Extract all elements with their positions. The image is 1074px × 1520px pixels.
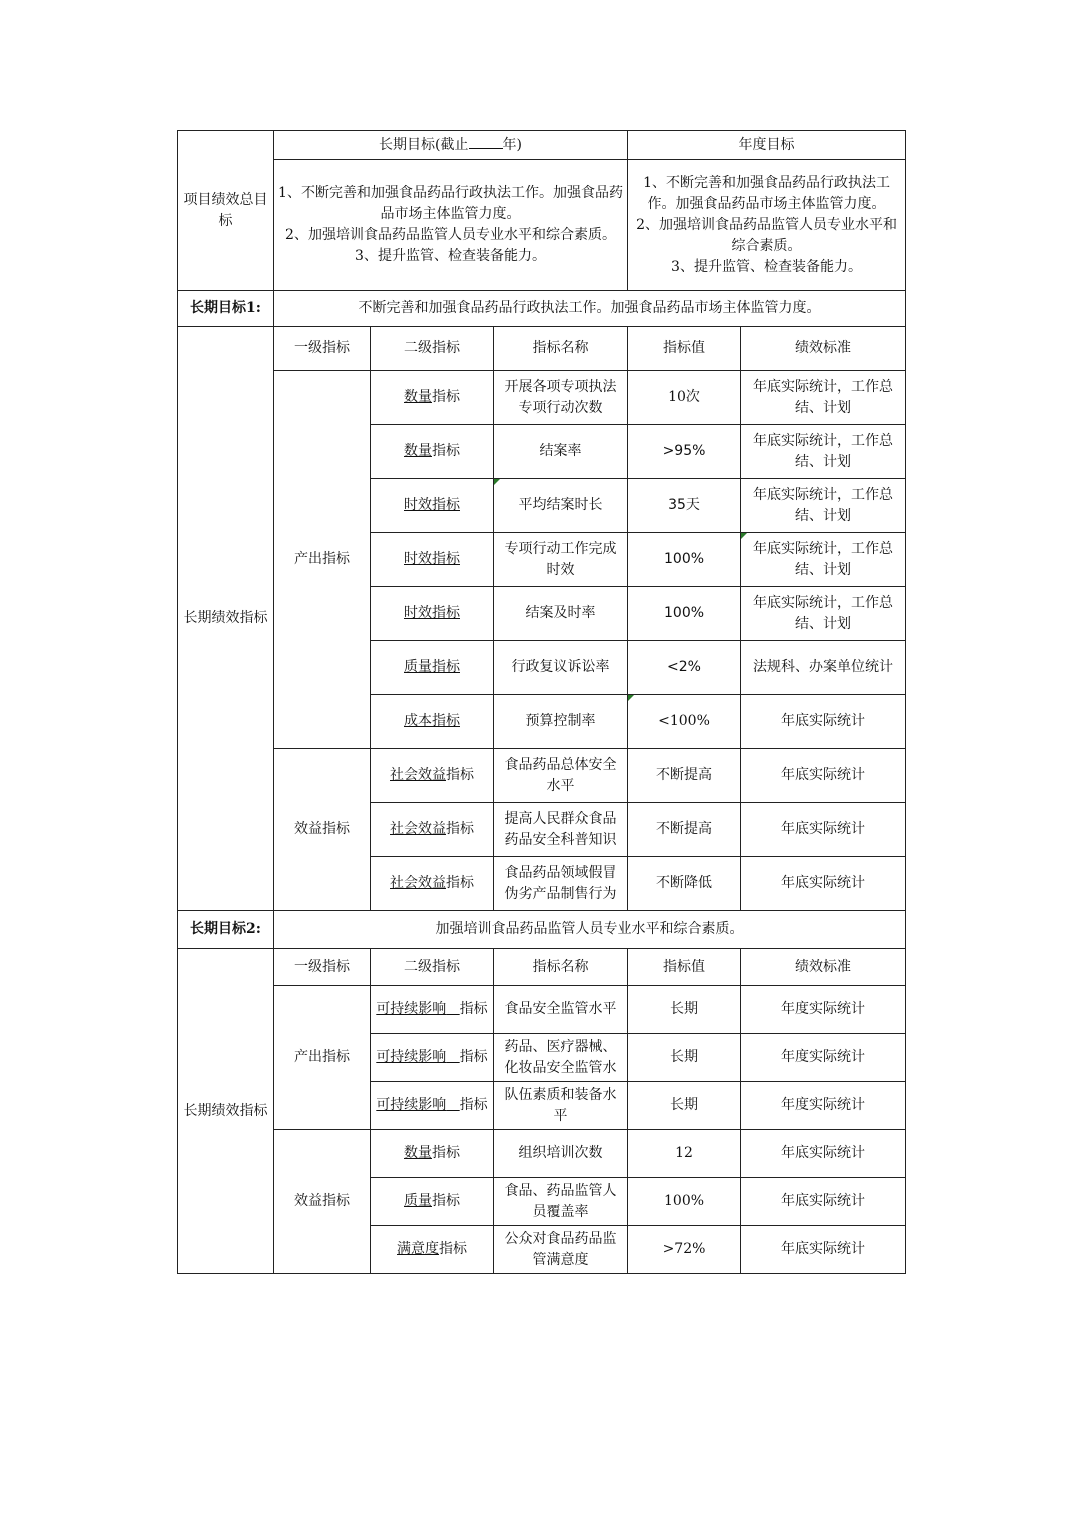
table-row <box>178 749 906 803</box>
goal2-text: 加强培训食品药品监管人员专业水平和综合素质。 <box>274 911 906 949</box>
table-row <box>178 371 906 425</box>
long-term-goal-header: 长期目标(截止 年) <box>274 131 628 160</box>
level2-cell: 可持续影响 指标 <box>371 986 494 1034</box>
col-name: 指标名称 <box>494 949 628 986</box>
level2-cell: 社会效益指标 <box>371 749 494 803</box>
col-standard: 绩效标准 <box>741 327 906 371</box>
indicator-value: 不断提高 <box>628 749 741 803</box>
level2-cell: 可持续影响 指标 <box>371 1082 494 1130</box>
level2-cell: 社会效益指标 <box>371 803 494 857</box>
indicator-name: 平均结案时长 <box>494 479 628 533</box>
indicator-name: 药品、医疗器械、化妆品安全监管水 <box>494 1034 628 1082</box>
long-term-goal-text: 1、不断完善和加强食品药品行政执法工作。加强食品药品市场主体监管力度。 2、加强培训食品药品监管人员专业水平和综合素质。 3、提升监管、检查装备能力。 <box>274 160 628 291</box>
indicator-name: 行政复议诉讼率 <box>494 641 628 695</box>
goal2-label: 长期目标2: <box>178 911 274 949</box>
indicator-name: 预算控制率 <box>494 695 628 749</box>
level2-cell: 时效指标 <box>371 533 494 587</box>
indicator-value: 100% <box>628 587 741 641</box>
level2-cell: 成本指标 <box>371 695 494 749</box>
col-level1: 一级指标 <box>274 949 371 986</box>
performance-goals-table <box>177 130 906 1274</box>
indicator-name: 食品药品领域假冒伪劣产品制售行为 <box>494 857 628 911</box>
indicator-standard: 年底实际统计，工作总结、计划 <box>741 587 906 641</box>
goal1-text: 不断完善和加强食品药品行政执法工作。加强食品药品市场主体监管力度。 <box>274 291 906 327</box>
table-row <box>178 986 906 1034</box>
level2-cell: 社会效益指标 <box>371 857 494 911</box>
indicator-name: 提高人民群众食品药品安全科普知识 <box>494 803 628 857</box>
indicator-value: 35天 <box>628 479 741 533</box>
indicator-value: 长期 <box>628 1082 741 1130</box>
col-level1: 一级指标 <box>274 327 371 371</box>
goal1-label: 长期目标1: <box>178 291 274 327</box>
indicator-name: 食品药品总体安全水平 <box>494 749 628 803</box>
overall-goal-label: 项目绩效总目标 <box>178 131 274 291</box>
indicator-value: 不断提高 <box>628 803 741 857</box>
level2-cell: 可持续影响 指标 <box>371 1034 494 1082</box>
indicator-standard: 年底实际统计 <box>741 1130 906 1178</box>
indicator-standard: 年底实际统计 <box>741 749 906 803</box>
indicator-value: >95% <box>628 425 741 479</box>
indicator-name: 队伍素质和装备水平 <box>494 1082 628 1130</box>
indicator-value: 12 <box>628 1130 741 1178</box>
indicator-value: <2% <box>628 641 741 695</box>
indicator-name: 食品安全监管水平 <box>494 986 628 1034</box>
indicator-standard: 年底实际统计，工作总结、计划 <box>741 371 906 425</box>
level2-cell: 质量指标 <box>371 641 494 695</box>
indicator-value: 长期 <box>628 1034 741 1082</box>
indicator-standard: 年底实际统计，工作总结、计划 <box>741 425 906 479</box>
indicator-standard: 年度实际统计 <box>741 986 906 1034</box>
indicator-value: 长期 <box>628 986 741 1034</box>
indicator-value: 不断降低 <box>628 857 741 911</box>
annual-goal-text: 1、不断完善和加强食品药品行政执法工作。加强食品药品市场主体监管力度。 2、加强培训食品药品监管人员专业水平和综合素质。 3、提升监管、检查装备能力。 <box>628 160 906 291</box>
level2-cell: 质量指标 <box>371 1178 494 1226</box>
indicator-standard: 年底实际统计 <box>741 695 906 749</box>
indicator-name: 开展各项专项执法专项行动次数 <box>494 371 628 425</box>
indicator-standard: 年度实际统计 <box>741 1034 906 1082</box>
indicator-standard: 年底实际统计 <box>741 803 906 857</box>
level2-cell: 满意度指标 <box>371 1226 494 1274</box>
level2-cell: 数量指标 <box>371 371 494 425</box>
indicator-name: 结案率 <box>494 425 628 479</box>
table-row <box>178 1130 906 1178</box>
indicator-name: 专项行动工作完成时效 <box>494 533 628 587</box>
indicator-value: 100% <box>628 533 741 587</box>
goal2-side-label: 长期绩效指标 <box>178 949 274 1274</box>
indicator-value: >72% <box>628 1226 741 1274</box>
group-output: 产出指标 <box>274 371 371 749</box>
group-output: 产出指标 <box>274 986 371 1130</box>
annual-goal-header: 年度目标 <box>628 131 906 160</box>
col-level2: 二级指标 <box>371 949 494 986</box>
indicator-value: 100% <box>628 1178 741 1226</box>
indicator-standard: 年底实际统计，工作总结、计划 <box>741 479 906 533</box>
indicator-standard: 年度实际统计 <box>741 1082 906 1130</box>
indicator-standard: 年底实际统计 <box>741 857 906 911</box>
indicator-name: 食品、药品监管人员覆盖率 <box>494 1178 628 1226</box>
level2-cell: 数量指标 <box>371 1130 494 1178</box>
indicator-standard: 年底实际统计 <box>741 1226 906 1274</box>
indicator-standard: 法规科、办案单位统计 <box>741 641 906 695</box>
indicator-standard: 年底实际统计，工作总结、计划 <box>741 533 906 587</box>
col-name: 指标名称 <box>494 327 628 371</box>
col-value: 指标值 <box>628 327 741 371</box>
group-benefit: 效益指标 <box>274 749 371 911</box>
level2-cell: 时效指标 <box>371 479 494 533</box>
level2-cell: 数量指标 <box>371 425 494 479</box>
indicator-standard: 年底实际统计 <box>741 1178 906 1226</box>
group-benefit: 效益指标 <box>274 1130 371 1274</box>
indicator-value: 10次 <box>628 371 741 425</box>
col-level2: 二级指标 <box>371 327 494 371</box>
indicator-value: <100% <box>628 695 741 749</box>
indicator-name: 组织培训次数 <box>494 1130 628 1178</box>
indicator-name: 公众对食品药品监管满意度 <box>494 1226 628 1274</box>
indicator-name: 结案及时率 <box>494 587 628 641</box>
level2-cell: 时效指标 <box>371 587 494 641</box>
col-value: 指标值 <box>628 949 741 986</box>
col-standard: 绩效标准 <box>741 949 906 986</box>
goal1-side-label: 长期绩效指标 <box>178 327 274 911</box>
